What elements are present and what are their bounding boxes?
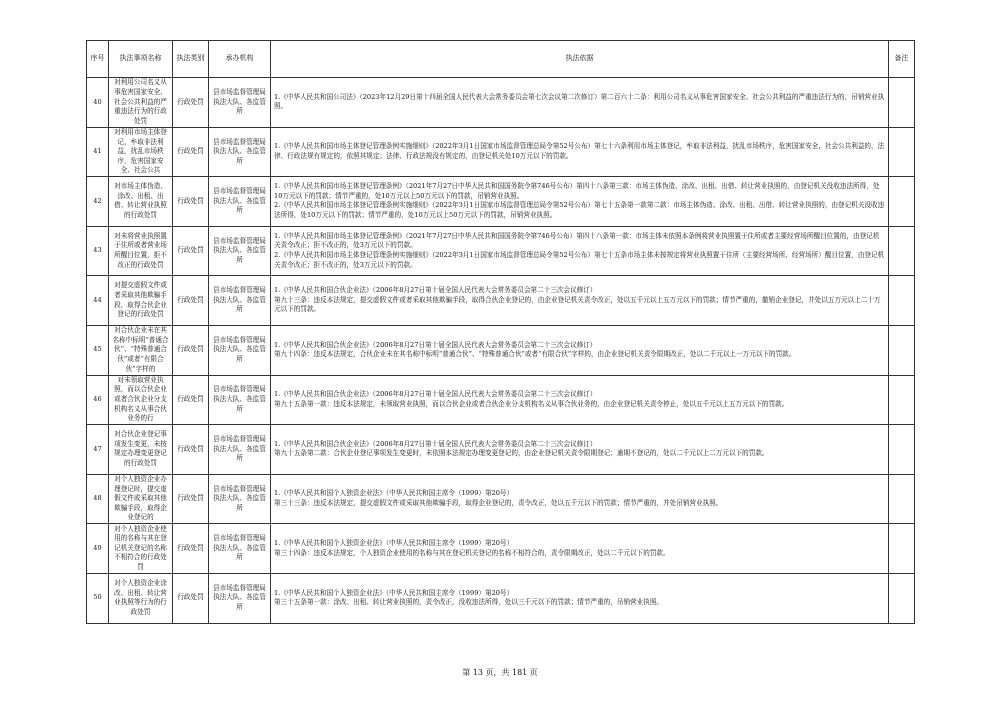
table-row [87, 78, 915, 128]
row-item-text: 对个人独资企业办理登记时，提交虚假文件或采取其他欺骗手段，取得企业登记的 [114, 475, 167, 522]
row-note [889, 226, 915, 276]
row-note [889, 524, 915, 574]
row-item-text: 对提交虚假文件或者采取其他欺骗手段，取得合伙企业登记的行政处罚 [114, 281, 167, 319]
row-item-text: 对利用公司名义从事危害国家安全、社会公共利益的严重违法行为的行政处罚 [114, 78, 167, 125]
row-org [209, 177, 271, 227]
row-category [173, 127, 209, 177]
page-number: 第 13 页，共 181 页 [462, 668, 538, 677]
row-category-text: 行政处罚 [177, 444, 204, 453]
row-item [109, 474, 173, 524]
row-category-text: 行政处罚 [177, 494, 204, 503]
row-seq [87, 425, 109, 475]
row-seq-text: 49 [93, 543, 102, 552]
row-item [109, 177, 173, 227]
row-item-text: 对个人独资企业涂改、出租、转让营业执照等行为的行政处罚 [114, 579, 167, 616]
row-basis-text: 1.《中华人民共和国合伙企业法》（2006年8月27日第十届全国人民代表大会常务委员会第二十三次会议修订） 第九十四条：违反本法规定，合伙企业未在其名称中标明“普通合伙”、“特殊普通合伙”或者“有限合伙”字样的，由企业登记机关责令限期改正，处以二千元以上一万元以下的罚款。 [274, 340, 796, 359]
row-basis [271, 127, 889, 177]
row-category-text: 行政处罚 [177, 97, 204, 106]
row-category-text: 行政处罚 [177, 196, 204, 205]
table-header-row [87, 41, 915, 78]
row-basis-text: 1.《中华人民共和国市场主体登记管理条例》（2021年7月27日中华人民共和国国务院令第746号公布）第四十八条第一款：市场主体未依照本条例将营业执照置于住所或者主要经营场所醒目位置的，由登记机关责令改正；拒不改正的，处3万元以下的罚款。 2.《中华人民共和国市场主体登记管理条例实施细则》（2022年3月1日国家市场监督管理总局令第52号公布）第七十五条市场主体未按规定将营业执照置于住所（主要经营场所、经营场所）醒目位置，由登记机关责令改正；拒不改正的，处3万元以下的罚款。 [274, 231, 885, 269]
row-basis-text: 1.《中华人民共和国市场主体登记管理条例实施细则》（2022年3月1日国家市场监督管理总局令第52号公布）第七十六条利用市场主体登记，牟取非法利益，扰乱市场秩序，危害国家安全、社会公共利益的，法律、行政法规有规定的，依照其规定；法律、行政法规没有规定的，由登记机关处10万元以下的罚款。 [274, 142, 885, 160]
row-seq-text: 50 [93, 593, 102, 602]
row-item [109, 127, 173, 177]
header-org: 承办机构 [209, 41, 271, 78]
row-basis-text: 1.《中华人民共和国个人独资企业法》（中华人民共和国主席令（1999）第20号） 第三十四条：违反本法规定，个人独资企业使用的名称与其在登记机关登记的名称不相符合的，责令限期改正，处以二千元以下的罚款。 [274, 539, 670, 557]
row-basis [271, 226, 889, 276]
row-item-text: 对合伙企业登记事项发生变更，未按规定办理变更登记的行政处罚 [114, 430, 167, 468]
row-org-text: 县市场监督管理局执法大队、各监管所 [213, 583, 266, 612]
header-category: 执法类别 [173, 41, 209, 78]
row-seq [87, 524, 109, 574]
row-category [173, 78, 209, 128]
row-seq [87, 226, 109, 276]
row-basis-text: 1.《中华人民共和国合伙企业法》（2006年8月27日第十届全国人民代表大会常务委员会第二十三次会议修订） 第九十三条：违反本法规定，提交虚假文件或者采取其他欺骗手段，取得合伙企业登记的，由企业登记机关责令改正，处以五千元以上五万元以下的罚款；情节严重的，撤销企业登记，并处以五万元以上二十万元以下的罚款。 [274, 286, 881, 314]
row-org-text: 县市场监督管理局执法大队、各监管所 [213, 286, 266, 314]
row-org-text: 县市场监督管理局执法大队、各监管所 [213, 385, 266, 413]
row-category-text: 行政处罚 [177, 246, 204, 255]
row-basis [271, 474, 889, 524]
row-org-text: 县市场监督管理局执法大队、各监管所 [213, 435, 266, 463]
header-seq: 序号 [87, 41, 109, 78]
row-org [209, 425, 271, 475]
row-note [889, 177, 915, 227]
table-row [87, 127, 915, 177]
header-note: 备注 [889, 41, 915, 78]
row-seq [87, 78, 109, 128]
row-seq [87, 177, 109, 227]
row-item [109, 276, 173, 326]
row-item [109, 226, 173, 276]
row-item [109, 78, 173, 128]
row-note [889, 573, 915, 623]
table-row [87, 276, 915, 326]
row-basis [271, 177, 889, 227]
row-basis-text: 1.《中华人民共和国公司法》（2023年12月29日第十四届全国人民代表大会常务委员会第七次会议第二次修订）第二百六十二条：利用公司名义从事危害国家安全、社会公共利益的严重违法行为的，吊销营业执照。 [274, 92, 885, 111]
row-note [889, 276, 915, 326]
row-category [173, 375, 209, 425]
row-org [209, 78, 271, 128]
row-seq-text: 47 [93, 444, 102, 453]
row-item [109, 573, 173, 623]
row-seq [87, 325, 109, 375]
row-note [889, 425, 915, 475]
row-basis [271, 573, 889, 623]
row-category [173, 425, 209, 475]
table-row [87, 425, 915, 475]
row-item [109, 325, 173, 375]
table-row [87, 177, 915, 227]
row-seq-text: 48 [93, 494, 102, 503]
table-row [87, 325, 915, 375]
row-category-text: 行政处罚 [177, 593, 204, 602]
row-seq [87, 276, 109, 326]
row-org [209, 325, 271, 375]
row-note [889, 375, 915, 425]
row-item-text: 对利用市场主体登记，牟取非法利益，扰乱市场秩序，危害国家安全、社会公共 [114, 127, 167, 175]
row-basis [271, 78, 889, 128]
row-org-text: 县市场监督管理局执法大队、各监管所 [213, 335, 266, 364]
row-category-text: 行政处罚 [177, 543, 204, 552]
table-row [87, 524, 915, 574]
row-org-text: 县市场监督管理局执法大队、各监管所 [213, 236, 266, 264]
row-category [173, 524, 209, 574]
row-item-text: 对未领取营业执照，而以合伙企业或者合伙企业分支机构名义从事合伙业务的行 [114, 375, 167, 423]
row-org [209, 276, 271, 326]
row-org-text: 县市场监督管理局执法大队、各监管所 [213, 534, 266, 562]
row-org-text: 县市场监督管理局执法大队、各监管所 [213, 187, 266, 215]
row-seq-text: 43 [93, 246, 102, 255]
row-basis-text: 1.《中华人民共和国合伙企业法》（2006年8月27日第十届全国人民代表大会常务委员会第二十三次会议修订） 第九十五条第一款：违反本法规定，未领取营业执照，而以合伙企业或者合伙企业分支机构名义从事合伙业务的，由企业登记机关责令停止，处以五千元以上五万元以下的罚款。 [274, 390, 789, 408]
row-basis [271, 325, 889, 375]
header-basis: 执法依据 [271, 41, 889, 78]
row-basis [271, 425, 889, 475]
row-basis-text: 1.《中华人民共和国个人独资企业法》（中华人民共和国主席令（1999）第20号） 第三十三条：违反本法规定，提交虚假文件或采取其他欺骗手段，取得企业登记的，责令改正，处以五千元以下的罚款；情节严重的，并处吊销营业执照。 [274, 489, 723, 508]
table-row [87, 375, 915, 425]
row-basis-text: 1.《中华人民共和国合伙企业法》（2006年8月27日第十届全国人民代表大会常务委员会第二十三次会议修订） 第九十五条第二款：合伙企业登记事项发生变更时，未依照本法规定办理变更登记的，由企业登记机关责令限期登记；逾期不登记的，处以二千元以上二万元以下的罚款。 [274, 439, 769, 458]
row-org [209, 573, 271, 623]
row-seq-text: 44 [93, 295, 102, 304]
row-category-text: 行政处罚 [177, 295, 204, 304]
row-seq [87, 573, 109, 623]
row-seq-text: 41 [93, 147, 102, 156]
row-note [889, 474, 915, 524]
row-note [889, 325, 915, 375]
row-item [109, 524, 173, 574]
row-item [109, 375, 173, 425]
row-item-text: 对未将营业执照置于住所或者营业场所醒目位置，拒不改正的行政处罚 [114, 231, 167, 269]
row-basis-text: 1.《中华人民共和国市场主体登记管理条例》（2021年7月27日中华人民共和国国务院令第746号公布）第四十八条第三款：市场主体伪造、涂改、出租、出借、转让营业执照的，由登记机关没收违法所得，处10万元以下的罚款；情节严重的，处10万元以上50万元以下的罚款，吊销营业执照。 2.《中华人民共和国市场主体登记管理条例实施细则》（2022年3月1日国家市场监督管理总局令第52号公布）第七十五条第一款第二款：市场主体伪造、涂改、出租、出借、转让营业执照的，由登记机关没收违法所得，处10万元以下的罚款；情节严重的，处10万元以上50万元以下的罚款，吊销营业执照。 [274, 182, 885, 220]
row-category [173, 325, 209, 375]
row-org [209, 127, 271, 177]
enforcement-table [86, 40, 915, 624]
row-org-text: 县市场监督管理局执法大队、各监管所 [213, 137, 266, 165]
row-seq [87, 375, 109, 425]
row-category [173, 177, 209, 227]
row-item-text: 对合伙企业未在其名称中标明“普通合伙”、“特殊普通合伙”或者“有限合伙”字样的 [112, 326, 169, 373]
row-basis [271, 375, 889, 425]
row-basis-text: 1.《中华人民共和国个人独资企业法》（中华人民共和国主席令（1999）第20号） 第三十五条第一款：涂改、出租、转让营业执照的，责令改正，没收违法所得，处以三千元以下的罚款；情节严重的，吊销营业执照。 [274, 588, 664, 607]
row-seq-text: 46 [93, 395, 102, 404]
row-org-text: 县市场监督管理局执法大队、各监管所 [213, 484, 266, 512]
row-basis [271, 276, 889, 326]
row-seq [87, 474, 109, 524]
row-note [889, 78, 915, 128]
row-category [173, 573, 209, 623]
table-row [87, 226, 915, 276]
row-org-text: 县市场监督管理局执法大队、各监管所 [213, 87, 266, 116]
row-seq-text: 40 [93, 97, 102, 106]
table-row [87, 474, 915, 524]
row-category [173, 474, 209, 524]
row-item [109, 425, 173, 475]
row-category [173, 276, 209, 326]
row-org [209, 474, 271, 524]
row-item-text: 对个人独资企业使用的名称与其在登记机关登记的名称不相符合的行政处罚 [114, 524, 167, 572]
row-item-text: 对市场主体伪造、涂改、出租、出借、转让营业执照的行政处罚 [114, 182, 167, 220]
row-category-text: 行政处罚 [177, 147, 204, 156]
row-seq [87, 127, 109, 177]
row-org [209, 226, 271, 276]
row-category-text: 行政处罚 [177, 395, 204, 404]
row-category [173, 226, 209, 276]
row-basis [271, 524, 889, 574]
table-row [87, 573, 915, 623]
row-seq-text: 42 [93, 196, 102, 205]
row-category-text: 行政处罚 [177, 345, 204, 354]
header-item: 执法事项名称 [109, 41, 173, 78]
row-org [209, 375, 271, 425]
row-seq-text: 45 [93, 345, 102, 354]
row-note [889, 127, 915, 177]
row-org [209, 524, 271, 574]
